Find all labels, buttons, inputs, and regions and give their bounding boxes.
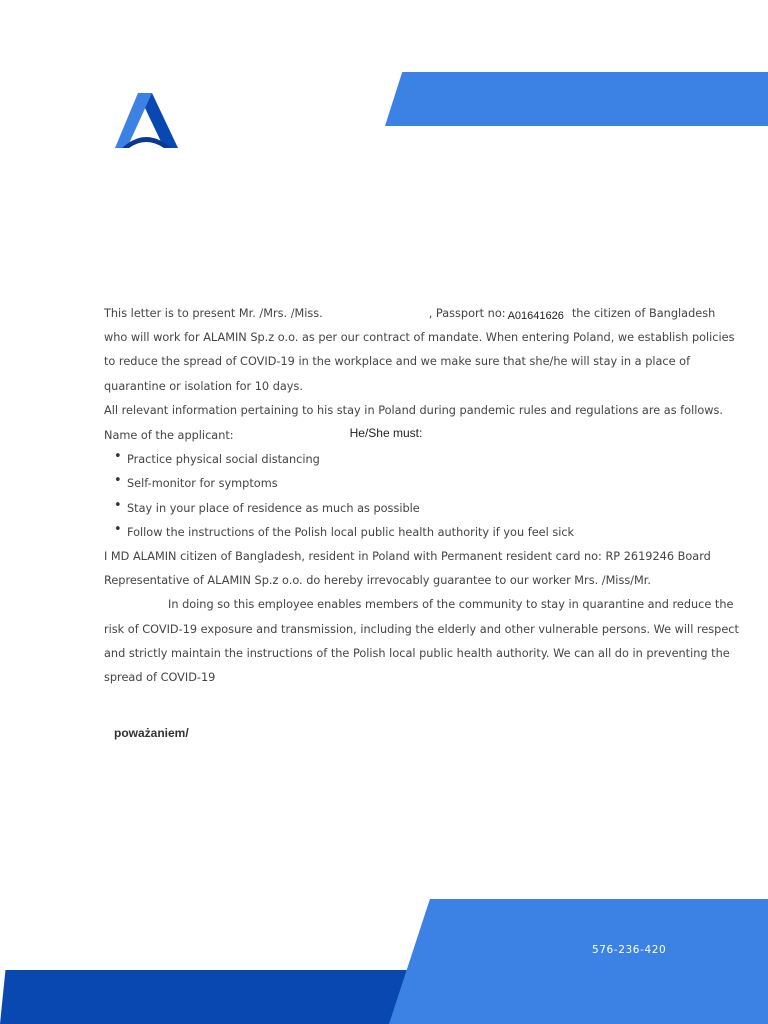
intro-text: This letter is to present Mr. /Mrs. /Miss. xyxy=(104,307,323,320)
passport-number: A01641626 xyxy=(507,310,564,322)
letter-line-6: I MD ALAMIN citizen of Bangladesh, resident in Poland with Permanent resident card no: RP 2619246 Board xyxy=(104,550,711,564)
must-label: He/She must: xyxy=(349,426,423,441)
bullet-icon: • xyxy=(114,497,122,513)
letter-line-4: quarantine or isolation for 10 days. xyxy=(104,379,303,393)
letter-line-9: risk of COVID-19 exposure and transmission, including the elderly and other vulnerable persons. We will respect xyxy=(104,622,739,636)
phone-number: 576-236-420 xyxy=(592,944,667,956)
bullet-icon: • xyxy=(114,521,122,537)
bullet-icon: • xyxy=(114,473,122,489)
letter-line-5: All relevant information pertaining to his stay in Poland during pandemic rules and regulations are as follows. xyxy=(104,403,723,417)
list-item: • Self-monitor for symptoms xyxy=(114,472,724,496)
rules-list xyxy=(104,448,724,545)
closing-salutation: poważaniem/ xyxy=(114,726,189,740)
footer-blue-band xyxy=(389,899,768,1024)
passport-label: , Passport no: xyxy=(428,307,506,320)
citizen-text: the citizen of Bangladesh xyxy=(571,307,716,320)
applicant-label: Name of the applicant: xyxy=(104,429,234,443)
letter-line-11: spread of COVID-19 xyxy=(104,671,216,685)
letter-line-10: and strictly maintain the instructions of the Polish local public health authority. We can all do in preventing the xyxy=(104,646,730,660)
bullet-icon: • xyxy=(114,449,122,465)
letter-line-1 xyxy=(104,302,724,326)
letter-body xyxy=(104,302,739,690)
letter-line-2: who will work for ALAMIN Sp.z o.o. as per our contract of mandate. When entering Poland, we establish policies xyxy=(104,331,735,345)
list-item: • Stay in your place of residence as much as possible xyxy=(114,497,724,521)
footer-dark-band xyxy=(0,970,420,1024)
letter-line-7: Representative of ALAMIN Sp.z o.o. do hereby irrevocably guarantee to our worker Mrs. /Miss/Mr. xyxy=(104,574,651,588)
letter-a-logo xyxy=(112,90,180,152)
letter-line-8: In doing so this employee enables members of the community to stay in quarantine and reduce the xyxy=(168,598,734,612)
letter-line-3: to reduce the spread of COVID-19 in the workplace and we make sure that she/he will stay in a place of xyxy=(104,355,691,369)
list-item: • Practice physical social distancing xyxy=(114,448,724,472)
applicant-line xyxy=(104,423,724,448)
header-banner xyxy=(385,72,768,126)
list-item: • Follow the instructions of the Polish local public health authority if you feel sick xyxy=(114,521,724,545)
